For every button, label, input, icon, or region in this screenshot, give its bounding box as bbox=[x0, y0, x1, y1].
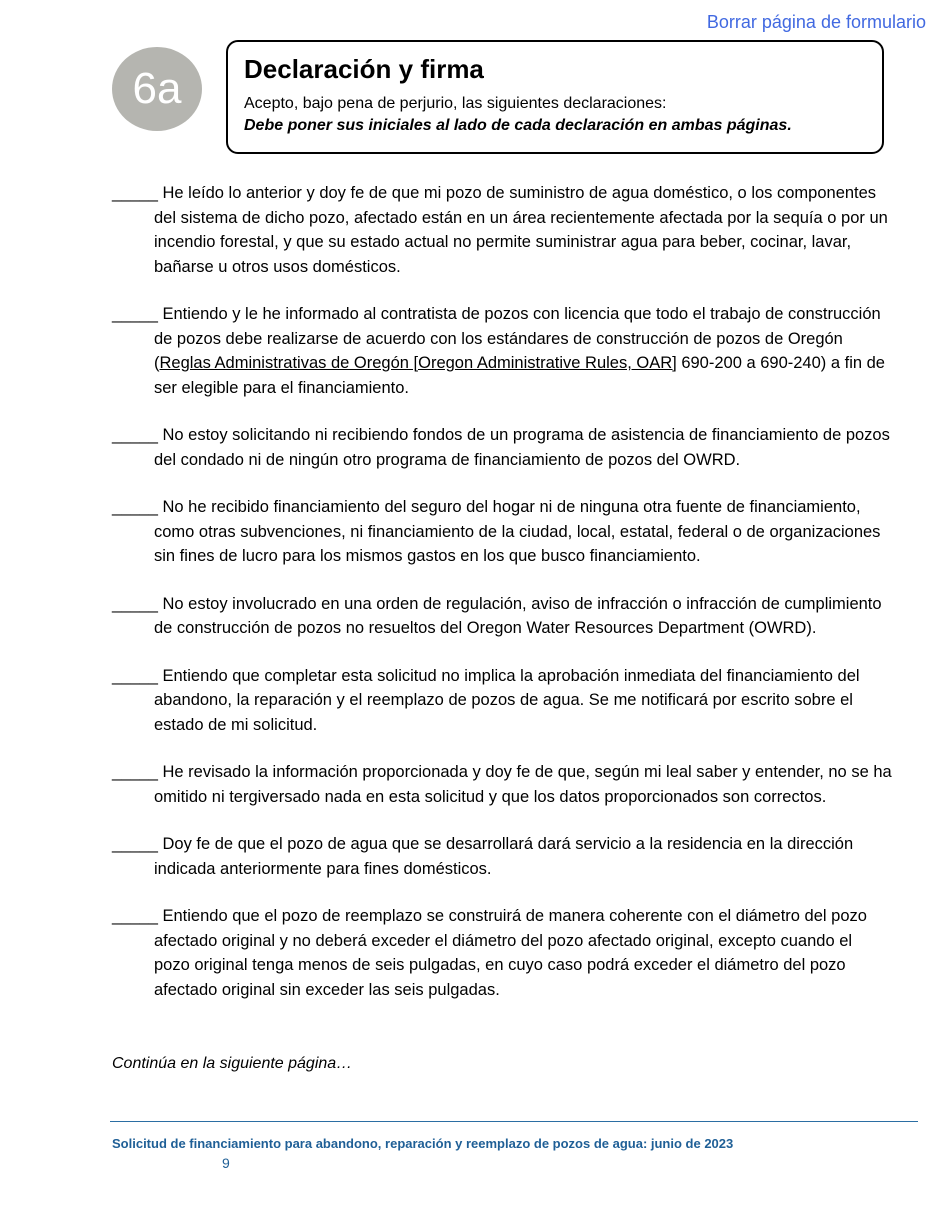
section-badge: 6a bbox=[112, 47, 202, 131]
statement-text: No estoy involucrado en una orden de regulación, aviso de infracción o infracción de cumplimiento de construcción de pozos no resueltos del Oregon Water Resources Department (OWRD). bbox=[154, 594, 882, 637]
statement-text: Entiendo que completar esta solicitud no implica la aprobación inmediata del financiamiento del abandono, la reparación y el reemplazo de pozos de agua. Se me notificará por escrito sobre el estado de mi solicitud. bbox=[154, 666, 860, 734]
statement-item bbox=[112, 495, 892, 569]
initials-blank[interactable]: _____ bbox=[112, 426, 158, 444]
initials-blank[interactable]: _____ bbox=[112, 594, 158, 613]
statement-item bbox=[112, 760, 892, 809]
initials-blank[interactable]: _____ bbox=[112, 184, 158, 202]
statement-text: He leído lo anterior y doy fe de que mi pozo de suministro de agua doméstico, o los componentes del sistema de dicho pozo, afectado están en un área recientemente afectada por la sequía o por un incendio forestal, y que su estado actual no permite suministrar agua para beber, cocinar, lavar, bañarse u otros usos domésticos. bbox=[154, 184, 888, 276]
statement-item bbox=[112, 302, 892, 400]
clear-form-page-link[interactable]: Borrar página de formulario bbox=[706, 12, 926, 32]
statement-text: Entiendo que el pozo de reemplazo se construirá de manera coherente con el diámetro del pozo afectado original y no deberá exceder el diámetro del pozo afectado original, excepto cuando el pozo original tenga menos de seis pulgadas, en cuyo caso podrá exceder el diámetro del pozo afectado original sin exceder las seis pulgadas. bbox=[154, 907, 867, 999]
statement-item bbox=[112, 181, 892, 279]
statement-list bbox=[112, 181, 892, 1025]
initials-blank[interactable]: _____ bbox=[112, 763, 158, 781]
statement-text: No estoy solicitando ni recibiendo fondos de un programa de asistencia de financiamiento de pozos del condado ni de ningún otro programa de financiamiento de pozos del OWRD. bbox=[154, 426, 890, 469]
initials-blank[interactable]: _____ bbox=[112, 835, 158, 853]
initials-blank[interactable]: _____ bbox=[112, 498, 158, 516]
continue-note: Continúa en la siguiente página… bbox=[112, 1055, 353, 1072]
section-header-box bbox=[226, 40, 884, 154]
oar-rules-link[interactable]: Reglas Administrativas de Oregón [Oregon Administrative Rules, OAR] bbox=[159, 354, 677, 372]
statement-item bbox=[112, 592, 892, 641]
section-instruction: Debe poner sus iniciales al lado de cada declaración en ambas páginas. bbox=[244, 117, 792, 134]
statement-text: He revisado la información proporcionada y doy fe de que, según mi leal saber y entender, no se ha omitido ni tergiversado nada en esta solicitud y que los datos proporcionados son correctos. bbox=[154, 763, 892, 806]
statement-item bbox=[112, 664, 892, 738]
footer-divider bbox=[110, 1121, 918, 1122]
initials-blank[interactable]: _____ bbox=[112, 666, 158, 685]
page-number: 9 bbox=[222, 1155, 230, 1171]
statement-text: Doy fe de que el pozo de agua que se desarrollará dará servicio a la residencia en la dirección indicada anteriormente para fines domésticos. bbox=[154, 835, 854, 878]
statement-item bbox=[112, 423, 892, 472]
section-title: Declaración y firma bbox=[244, 54, 484, 84]
footer-title: Solicitud de financiamiento para abandono, reparación y reemplazo de pozos de agua: junio de 2023 bbox=[112, 1136, 734, 1151]
statement-text: No he recibido financiamiento del seguro del hogar ni de ninguna otra fuente de financiamiento, como otras subvenciones, ni financiamiento de la ciudad, local, estatal, federal o de organizaciones sin fines de lucro para los mismos gastos en los que busco financiamiento. bbox=[154, 498, 881, 565]
initials-blank[interactable]: _____ bbox=[112, 305, 158, 323]
statement-text: 690-200 a 690-240) a fin de ser elegible para el financiamiento. bbox=[154, 354, 885, 397]
statement-item bbox=[112, 832, 892, 881]
section-intro: Acepto, bajo pena de perjurio, las siguientes declaraciones: bbox=[244, 95, 667, 112]
initials-blank[interactable]: _____ bbox=[112, 907, 158, 925]
statement-item bbox=[112, 904, 892, 1002]
statement-text: Entiendo y le he informado al contratista de pozos con licencia que todo el trabajo de construcción de pozos debe realizarse de acuerdo con los estándares de construcción de pozos de Oregón ( bbox=[154, 305, 881, 372]
